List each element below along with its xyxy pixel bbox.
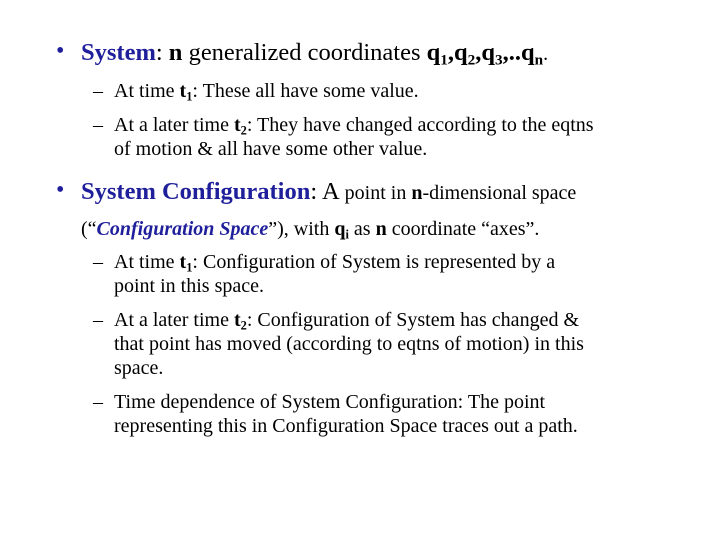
t1-symbol: $t_1$: [179, 80, 193, 104]
term-system: System: [81, 39, 156, 66]
qi-symbol: $q_i$: [334, 218, 349, 242]
colon: :: [310, 178, 322, 205]
period: .: [543, 43, 549, 65]
subitem-config-t1: – At time $t_1$: Configuration of System is represented by a point in this space.: [93, 251, 556, 297]
dash-icon: –: [93, 391, 103, 413]
subitem-later-t2: – At a later time $t_2$: They have changed according to the eqtns of motion & all have some other value.: [93, 114, 594, 160]
configuration-space-term: Configuration Space: [96, 218, 269, 240]
t2-symbol: $t_2$: [233, 114, 247, 138]
n-symbol: n: [411, 182, 423, 204]
bullet-config-heading: • System Configuration: A point in n-dimensional space: [56, 177, 577, 205]
bullet-dot-icon: •: [56, 177, 65, 203]
n-symbol: n: [375, 218, 387, 240]
dash-icon: –: [93, 309, 103, 331]
big-a: A: [321, 178, 340, 205]
config-space-line: (“Configuration Space”), with $q_i$ as n coordinate “axes”.: [81, 218, 540, 242]
heading-text: generalized coordinates: [182, 39, 427, 66]
bullet-system-configuration: [30, 177, 700, 438]
bullet-system-heading: [30, 38, 700, 69]
n-symbol: n: [168, 39, 183, 66]
subitem-time-dependence: – Time dependence of System Configuration: The point representing this in Configuration Space traces out a path.: [93, 391, 578, 437]
dash-icon: –: [93, 114, 103, 136]
t2-symbol: $t_2$: [233, 309, 247, 333]
dash-icon: –: [93, 251, 103, 273]
subitem-time-t1: – At time $t_1$: These all have some value.: [93, 80, 419, 104]
colon: :: [155, 39, 169, 66]
coords-q: $q_1,q_2,q_3,..q_n$: [426, 39, 544, 69]
dash-icon: –: [93, 80, 103, 102]
bullet-system: [30, 38, 700, 161]
bullet-dot-icon: •: [56, 38, 65, 64]
subitem-config-t2: – At a later time $t_2$: Configuration of System has changed & that point has moved (according to eqtns of motion) in this space.: [93, 309, 584, 379]
term-system-configuration: System Configuration: [81, 178, 311, 205]
t1-symbol: $t_1$: [179, 251, 193, 275]
